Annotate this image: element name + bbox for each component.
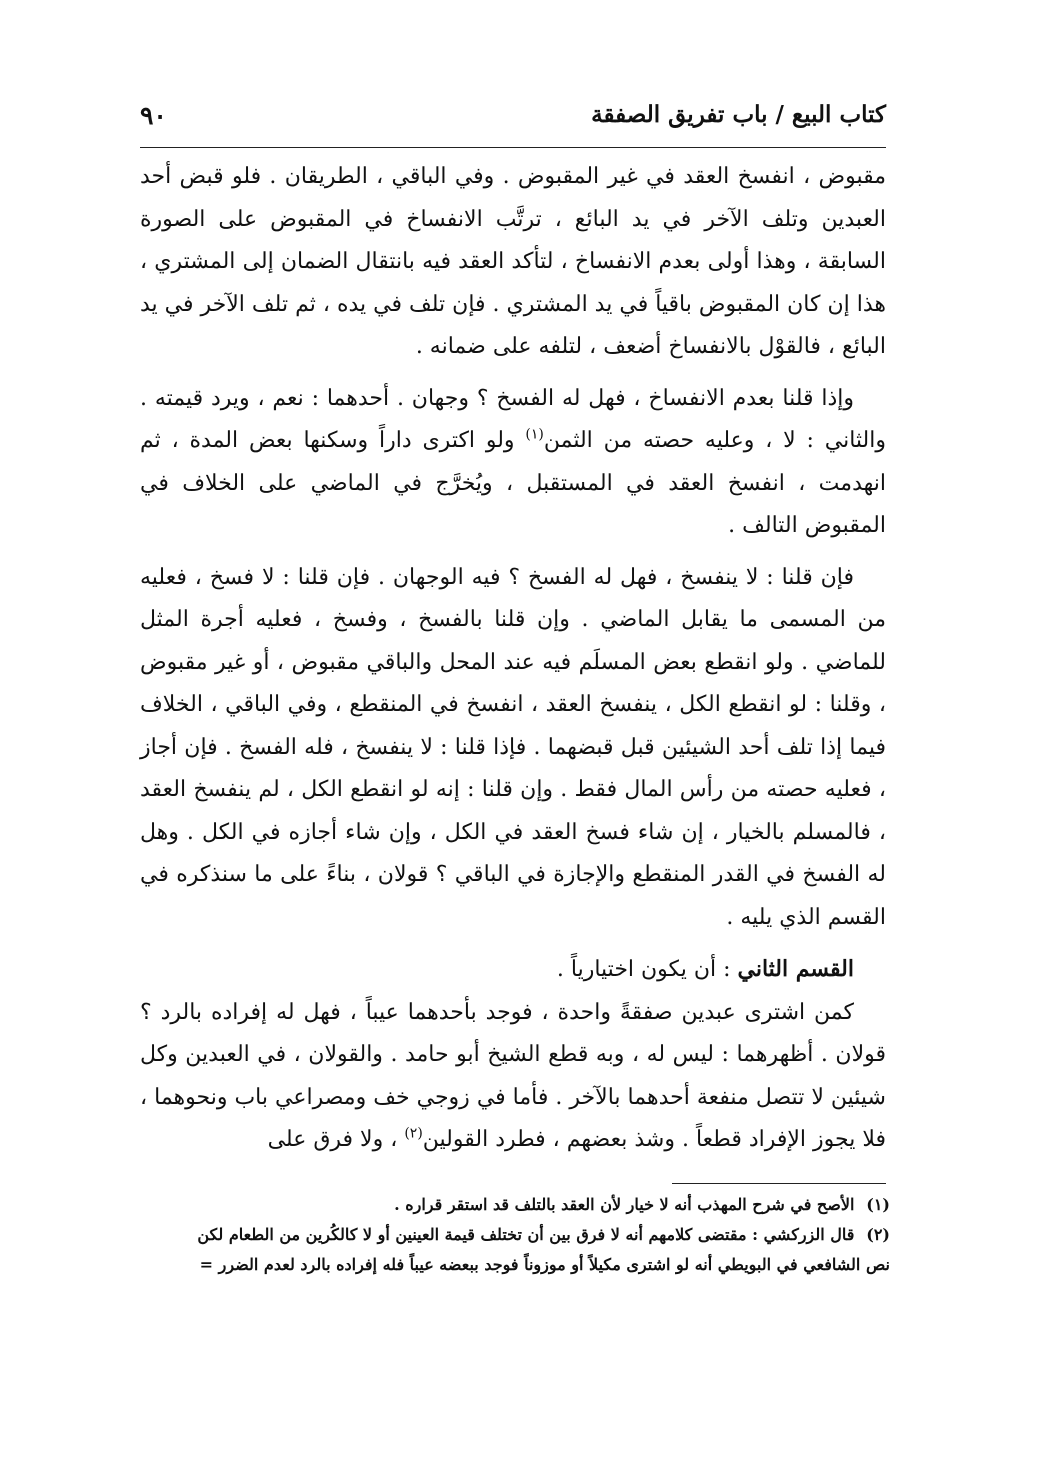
footnote-1-number: (١) [866, 1195, 890, 1214]
paragraph-3: فإن قلنا : لا ينفسخ ، فهل له الفسخ ؟ فيه الوجهان . فإن قلنا : لا فسخ ، فعليه من المسمى ما يقابل الماضي . وإن قلنا بالفسخ ، وفسخ ، فعليه أجرة المثل للماضي . ولو انقطع بعض المسلَم فيه عند المحل والباقي مقبوض ، أو غير مقبوض ، وقلنا : لو انقطع الكل ، ينفسخ العقد ، انفسخ في المنقطع ، وفي الباقي ، الخلاف فيما إذا تلف أحد الشيئين قبل قبضهما . فإذا قلنا : لا ينفسخ ، فله الفسخ . فإن أجاز ، فعليه حصته من رأس المال فقط . وإن قلنا : إنه لو انقطع الكل ، لم ينفسخ العقد ، فالمسلم بالخيار ، إن شاء فسخ العقد في الكل ، وإن شاء أجازه في الكل . وهل له الفسخ في القدر المنقطع والإجازة في الباقي ؟ قولان ، بناءً على ما سنذكره في القسم الذي يليه . [140, 564, 886, 930]
paragraph-1: مقبوض ، انفسخ العقد في غير المقبوض . وفي الباقي ، الطريقان . فلو قبض أحد العبدين وتلف الآخر في يد البائع ، ترتَّب الانفساخ في المقبوض على الصورة السابقة ، وهذا أولى بعدم الانفساخ ، لتأكد العقد فيه بانتقال الضمان إلى المشتري ، هذا إن كان المقبوض باقياً في يد المشتري . فإن تلف في يده ، ثم تلف الآخر في يد البائع ، فالقوْل بالانفساخ أضعف ، لتلفه على ضمانه . [140, 164, 887, 359]
footnote-2-number: (٢) [866, 1225, 890, 1244]
paragraph-2-text: وإذا قلنا بعدم الانفساخ ، فهل له الفسخ ؟ وجهان . أحدهما : نعم ، ويرد قيمته . والثاني : لا ، وعليه حصته من الثمن [140, 385, 886, 453]
footnote-ref-1[interactable]: (١) [525, 426, 544, 443]
paragraph-4-text: كمن اشترى عبدين صفقةً واحدة ، فوجد بأحدهما عيباً ، فهل له إفراده بالرد ؟ قولان . أظهرهما : ليس له ، وبه قطع الشيخ أبو حامد . والقولان ، في العبدين وكل شيئين لا تتصل منفعة أحدهما بالآخر . فأما في زوجي خف ومصراعي باب ونحوهما ، فلا يجوز الإفراد قطعاً . وشذ بعضهم ، فطرد القولين [140, 999, 886, 1152]
paragraph-4 [140, 992, 886, 1162]
footnote-1-text: الأصح في شرح المهذب أنه لا خيار لأن العقد بالتلف قد استقر قراره . [394, 1195, 855, 1214]
header-divider [140, 147, 886, 148]
running-header [140, 95, 886, 147]
page-number: ٩٠ [140, 101, 167, 130]
section-heading-line [140, 948, 886, 992]
header-title: كتاب البيع / باب تفريق الصفقة [591, 101, 886, 128]
footnote-ref-2[interactable]: (٢) [404, 1125, 423, 1142]
footnote-2-continued-text: نص الشافعي في البويطي أنه لو اشترى مكيلاً أو موزوناً فوجد ببعضه عيباً فله إفراده بالرد لعدم الضرر = [199, 1255, 890, 1274]
section-heading: القسم الثاني [737, 956, 854, 982]
main-text [140, 156, 886, 1171]
paragraph-4-tail: ، ولا فرق على [267, 1127, 398, 1152]
footnote-divider [672, 1183, 886, 1184]
footnote-2-text: قال الزركشي : مقتضى كلامهم أنه لا فرق بين أن تختلف قيمة العينين أو لا كالكُرين من الطعام لكن [197, 1225, 855, 1244]
footnote-1 [140, 1190, 890, 1220]
footnote-2 [140, 1220, 890, 1250]
footnotes [140, 1190, 890, 1280]
paragraph-2-tail: ولو اكترى داراً وسكنها بعض المدة ، ثم انهدمت ، انفسخ العقد في المستقبل ، ويُخرَّج في الماضي على الخلاف في المقبوض التالف . [140, 428, 886, 538]
paragraph-2 [140, 378, 886, 548]
section-heading-tail: : أن يكون اختيارياً . [556, 957, 731, 982]
footnote-2-continued [140, 1250, 890, 1280]
